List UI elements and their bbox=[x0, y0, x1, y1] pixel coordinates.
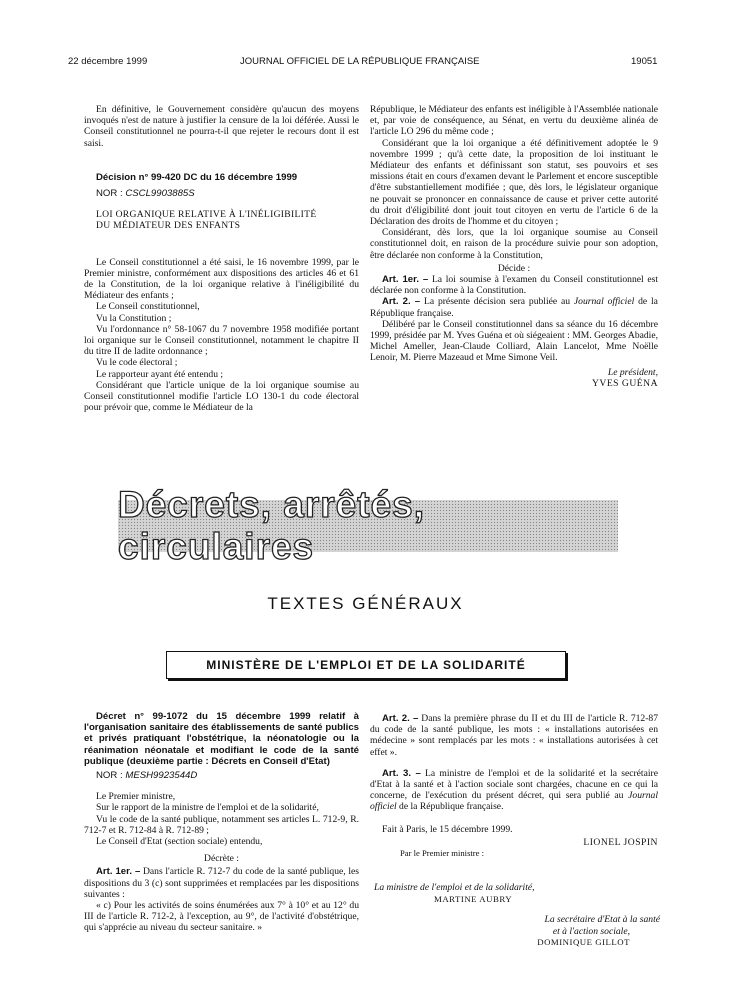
article-3: Art. 3. – La ministre de l'emploi et de la solidarité et la secrétaire d'Etat à la santé et à l'action sociale sont chargées, chacune en ce qui la concerne, de l'exécution du présent décret, qui sera publié au Journal officiel de la République française. bbox=[370, 767, 658, 813]
bottom-right-column bbox=[370, 713, 658, 859]
header-journal-title: JOURNAL OFFICIEL DE LA RÉPUBLIQUE FRANÇAISE bbox=[240, 56, 480, 67]
body-paragraph: Le Conseil d'Etat (section sociale) entendu, bbox=[96, 836, 263, 848]
body-paragraph: Considérant que l'article unique de la loi organique soumise au Conseil constitutionnel modifie l'article LO 130-1 du code électoral pour prévoir que, comme le Médiateur de la bbox=[84, 379, 359, 414]
law-title-line-1: LOI ORGANIQUE RELATIVE À L'INÉLIGIBILITÉ bbox=[96, 209, 317, 221]
intro-paragraph: En définitive, le Gouvernement considère qu'aucun des moyens invoqués n'est de nature à justifier la censure de la loi déférée. Aussi le Conseil constitutionnel ne pourra-t-il que rejeter le recours dont il est saisi. bbox=[84, 104, 359, 149]
done-at-paris: Fait à Paris, le 15 décembre 1999. bbox=[382, 823, 513, 835]
body-paragraph: Sur le rapport de la ministre de l'emploi et de la solidarité, bbox=[96, 802, 319, 814]
president-title: Le président, bbox=[607, 366, 658, 378]
bottom-left-column bbox=[84, 711, 359, 934]
decide-heading: Décide : bbox=[497, 262, 531, 274]
article-1: Art. 1er. – Dans l'article R. 712-7 du code de la santé publique, les dispositions du 3 (c) sont supprimées et remplacées par les dispositions suivantes : bbox=[84, 866, 360, 900]
body-paragraph: République, le Médiateur des enfants est inéligible à l'Assemblée nationale et, par voie de conséquence, au Sénat, en vertu du deuxième alinéa de l'article LO 296 du même code ; bbox=[370, 104, 658, 138]
ministry-heading: MINISTÈRE DE L'EMPLOI ET DE LA SOLIDARITÉ bbox=[166, 651, 566, 679]
section-title: TEXTES GÉNÉRAUX bbox=[267, 594, 464, 613]
body-paragraph: Vu l'ordonnance n° 58-1067 du 7 novembre 1958 modifiée portant loi organique sur le Conseil constitutionnel, notamment le chapitre II du titre II de ladite ordonnance ; bbox=[84, 323, 359, 358]
secretary-signature bbox=[460, 914, 660, 949]
secretary-title-line-1: La secrétaire d'Etat à la santé bbox=[544, 914, 660, 925]
deliberation-paragraph: Délibéré par le Conseil constitutionnel dans sa séance du 16 décembre 1999, présidée par M. Yves Guéna et où siégeaient : MM. Georges Abadie, Michel Ameller, Jean-Claude Colliard, Alain Lancelot, Mme Noëlle Lenoir, M. Pierre Mazeaud et Mme Simone Veil. bbox=[370, 318, 658, 364]
banner-text: Décrets, arrêtés, circulaires bbox=[118, 484, 426, 567]
decree-nor: NOR : MESH9923544D bbox=[96, 770, 198, 782]
body-paragraph: Considérant, dès lors, que la loi organique soumise au Conseil constitutionnel doit, en raison de la procédure suivie pour son adoption, être déclarée non conforme à la Constitution, bbox=[370, 227, 658, 261]
body-paragraph: Vu le code électoral ; bbox=[96, 357, 178, 369]
minister-signature bbox=[374, 882, 664, 905]
secretary-title-line-2: et à l'action sociale, bbox=[552, 925, 630, 937]
body-paragraph: Le rapporteur ayant été entendu ; bbox=[96, 368, 224, 380]
pm-name: LIONEL JOSPIN bbox=[583, 836, 658, 848]
top-right-column bbox=[370, 104, 658, 389]
body-paragraph: Vu la Constitution ; bbox=[96, 312, 172, 324]
decree-title: Décret n° 99-1072 du 15 décembre 1999 relatif à l'organisation sanitaire des établissements de santé publics et privés pratiquant l'obstétrique, la néonatologie ou la réanimation néonatale et modifiant le code de la santé publique (deuxième partie : Décrets en Conseil d'Etat) bbox=[84, 711, 359, 767]
article-2: Art. 2. – Dans la première phrase du II et du III de l'article R. 712-87 du code de la santé publique, les mots : « installations autorisées en médecine » sont remplacés par les mots : « installations autorisées à cet effet ». bbox=[370, 713, 658, 758]
header-date: 22 décembre 1999 bbox=[68, 56, 148, 67]
decision-title: Décision n° 99-420 DC du 16 décembre 1999 bbox=[96, 171, 298, 183]
header-page-number: 19051 bbox=[631, 56, 658, 67]
body-paragraph: Le Conseil constitutionnel a été saisi, le 16 novembre 1999, par le Premier ministre, conformément aux dispositions des articles 46 et 61 de la Constitution, de la loi organique relative à l'inéligibilité du Médiateur des enfants ; bbox=[84, 256, 359, 302]
top-left-column bbox=[84, 104, 359, 413]
quoted-provision: « c) Pour les activités de soins énumérées aux 7° à 10° et au 12° du III de l'article R. 712-2, à l'exception, au 9°, de l'activité d'obstétrique, qui s'apprécie au niveau du secteur sanitaire. » bbox=[84, 900, 359, 934]
decision-nor: NOR : CSCL9903885S bbox=[96, 188, 195, 200]
article-1: Art. 1er. – La loi soumise à l'examen du Conseil constitutionnel est déclarée non conforme à la Constitution. bbox=[370, 274, 659, 297]
article-2: Art. 2. – La présente décision sera publiée au Journal officiel de la République française. bbox=[370, 296, 658, 319]
secretary-name: DOMINIQUE GILLOT bbox=[537, 937, 630, 947]
body-paragraph: Vu le code de la santé publique, notamment ses articles L. 712-9, R. 712-7 et R. 712-84 à R. 712-89 ; bbox=[84, 813, 359, 836]
minister-name: MARTINE AUBRY bbox=[434, 893, 513, 904]
decrete-heading: Décrète : bbox=[204, 853, 239, 865]
body-paragraph: Le Conseil constitutionnel, bbox=[96, 301, 200, 313]
president-name: YVES GUÉNA bbox=[591, 377, 658, 389]
section-banner bbox=[118, 484, 618, 567]
law-title-line-2: DU MÉDIATEUR DES ENFANTS bbox=[96, 220, 241, 232]
body-paragraph: Le Premier ministre, bbox=[96, 791, 176, 803]
pm-line: Par le Premier ministre : bbox=[400, 848, 485, 859]
body-paragraph: Considérant que la loi organique a été définitivement adoptée le 9 novembre 1999 ; qu'à cette date, la proposition de loi instituant le Médiateur des enfants et définissant son statut, ses pouvoirs et ses missions était en cours d'examen devant le Parlement et encore susceptible d'être substantiellement modifiée ; que, dès lors, le législateur organique ne pouvait se prononcer en connaissance de cause et priver cette autorité du droit d'éligibilité dont jouit tout citoyen en vertu de l'article 6 de la Déclaration des droits de l'homme et du citoyen ; bbox=[370, 137, 658, 228]
minister-title: La ministre de l'emploi et de la solidarité, bbox=[374, 882, 535, 893]
